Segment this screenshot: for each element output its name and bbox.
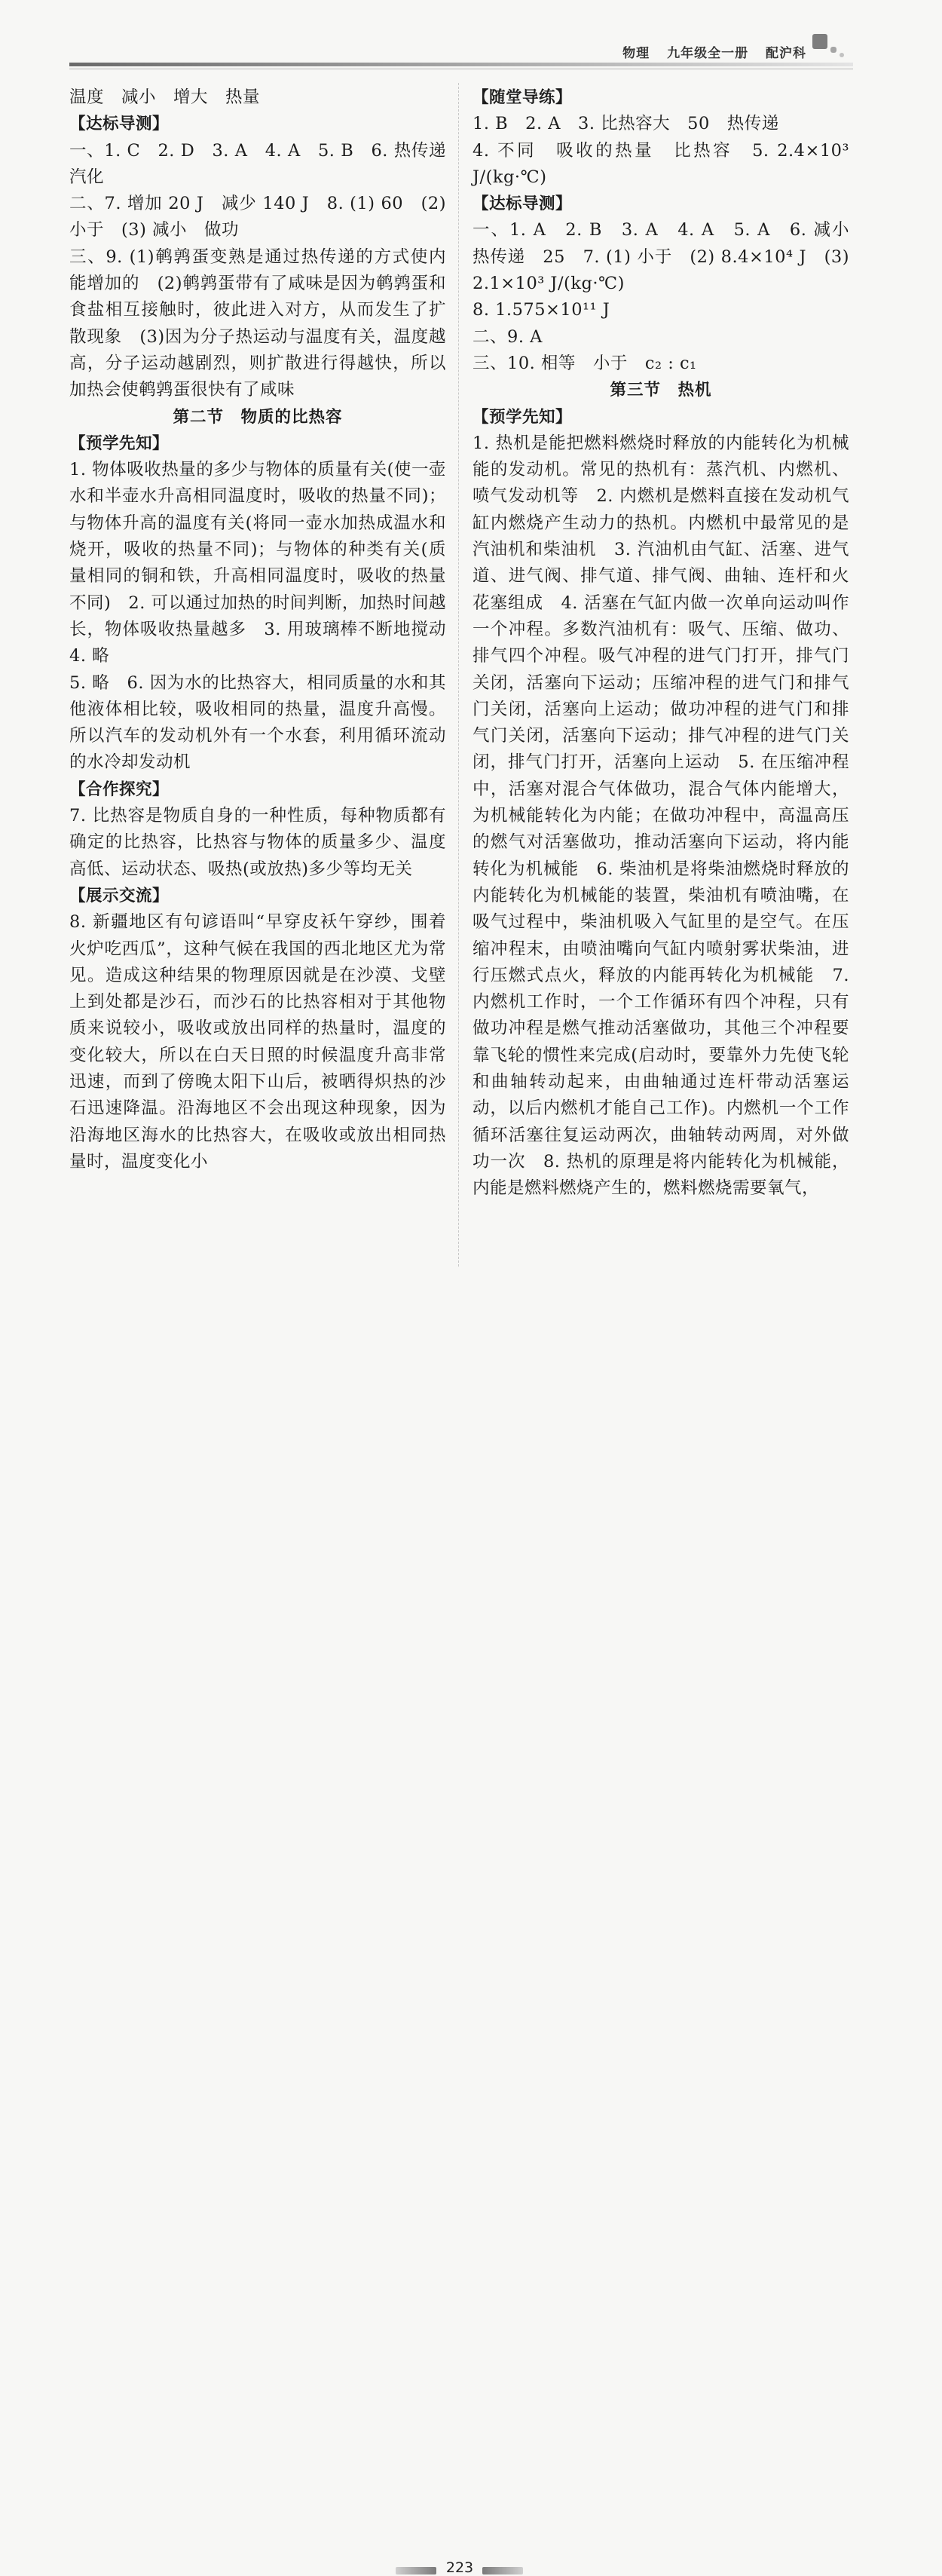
section-tag: 【预学先知】 xyxy=(473,407,573,427)
answer-line: 4. 不同 吸收的热量 比热容 5. 2.4×10³ J/(kg·℃) xyxy=(473,140,849,187)
answer-line: 一、1. C 2. D 3. A 4. A 5. B 6. 热传递 汽化 xyxy=(69,140,464,187)
answer-line: 三、10. 相等 小于 c₂ : c₁ xyxy=(473,353,697,373)
answer-line: 8. 1.575×10¹¹ J xyxy=(473,300,610,320)
answer-line: 二、9. A xyxy=(473,326,543,347)
answer-line: 一、1. A 2. B 3. A 4. A 5. A 6. 减小 热传递 25 7. (1) 小于 (2) 8.4×10⁴ J (3) 2.1×10³ J/(kg·℃) xyxy=(473,220,867,294)
header-grade: 九年级全一册 xyxy=(667,46,749,61)
section-tag: 【合作探究】 xyxy=(69,780,170,799)
answer-paragraph: 7. 比热容是物质自身的一种性质，每种物质都有确定的比热容，比热容与物体的质量多少、温度高低、运动状态、吸热(或放热)多少等均无关 xyxy=(69,806,446,879)
header-subject: 物理 xyxy=(622,46,650,61)
answer-paragraph: 5. 略 6. 因为水的比热容大，相同质量的水和其他液体相比较，吸收相同的热量，温度升高慢。所以汽车的发动机外有一个水套，利用循环流动的水冷却发动机 xyxy=(69,672,446,773)
page-footer xyxy=(0,1278,942,2576)
section-tag: 【达标导测】 xyxy=(69,115,170,134)
section-title: 第三节 热机 xyxy=(610,381,712,400)
section-tag: 【达标导测】 xyxy=(473,195,573,214)
answer-paragraph: 1. 物体吸收热量的多少与物体的质量有关(使一壶水和半壶水升高相同温度时，吸收的热量不同)；与物体升高的温度有关(将同一壶水加热成温水和烧开，吸收的热量不同)；与物体的种类有关(质量相同的铜和铁，升高相同温度时，吸收的热量不同) 2. 可以通过加热的时间判断，加热时间越长，物体吸收热量越多 3. 用玻璃棒不断地搅动 4. 略 xyxy=(69,460,464,666)
corner-square-decoration xyxy=(812,34,827,49)
footer-bar-right xyxy=(482,2567,523,2574)
answer-paragraph: 三、9. (1)鹌鹑蛋变熟是通过热传递的方式使内能增加的 (2)鹌鹑蛋带有了咸味是因为鹌鹑蛋和食盐相互接触时，彼此进入对方，从而发生了扩散现象 (3)因为分子热运动与温度有关，温度越高，分子运动越剧烈，则扩散进行得越快，所以加热会使鹌鹑蛋很快有了咸味 xyxy=(69,247,446,400)
page-header xyxy=(0,0,942,75)
corner-dot-decoration xyxy=(840,53,844,57)
answer-paragraph: 8. 新疆地区有句谚语叫“早穿皮袄午穿纱，围着火炉吃西瓜”，这种气候在我国的西北地区尤为常见。造成这种结果的物理原因就是在沙漠、戈壁上到处都是沙石，而沙石的比热容相对于其他物质来说较小，吸收或放出同样的热量时，温度的变化较大，所以在白天日照的时候温度升高非常迅速，而到了傍晚太阳下山后，被晒得炽热的沙石迅速降温。沿海地区不会出现这种现象，因为沿海地区海水的比热容大，在吸收或放出相同热量时，温度变化小 xyxy=(69,912,446,1172)
header-book-info xyxy=(610,42,806,61)
answer-line: 二、7. 增加 20 J 减少 140 J 8. (1) 60 (2) 小于 (3) 减小 做功 xyxy=(69,194,446,240)
section-tag: 【展示交流】 xyxy=(69,886,170,905)
answer-paragraph: 1. 热机是能把燃料燃烧时释放的内能转化为机械能的发动机。常见的热机有：蒸汽机、内燃机、喷气发动机等 2. 内燃机是燃料直接在发动机气缸内燃烧产生动力的热机。内燃机中最常见的是汽油机和柴油机 3. 汽油机由气缸、活塞、进气道、进气阀、排气道、排气阀、曲轴、连杆和火花塞组成 4. 活塞在气缸内做一次单向运动叫作一个冲程。多数汽油机有：吸气、压缩、做功、排气四个冲程。吸气冲程的进气门打开，排气门关闭，活塞向下运动；压缩冲程的进气门和排气门关闭，活塞向上运动；做功冲程的进气门和排气门关闭，活塞向下运动；排气冲程的进气门关闭，排气门打开，活塞向上运动 5. 在压缩冲程中，活塞对混合气体做功，混合气体内能增大，为机械能转化为内能；在做功冲程中，高温高压的燃气对活塞做功，推动活塞向下运动，将内能转化为机械能 6. 柴油机是将柴油燃烧时释放的内能转化为机械能的装置，柴油机有喷油嘴，在吸气过程中，柴油机吸入气缸里的是空气。在压缩冲程末，由喷油嘴向气缸内喷射雾状柴油，进行压燃式点火，释放的内能再转化为机械能 7. 内燃机工作时，一个工作循环有四个冲程，只有做功冲程是燃气推动活塞做功，其他三个冲程要靠飞轮的惯性来完成(启动时，要靠外力先使飞轮和曲轴转动起来，由曲轴通过连杆带动活塞运动，以后内燃机才能自己工作)。内燃机一个工作循环活塞往复运动两次，曲轴转动两周，对外做功一次 8. 热机的原理是将内能转化为机械能，内能是燃料燃烧产生的，燃料燃烧需要氧气， xyxy=(473,433,849,1199)
corner-dot-decoration xyxy=(830,47,836,53)
answer-line: 1. B 2. A 3. 比热容大 50 热传递 xyxy=(473,114,779,134)
section-tag: 【预学先知】 xyxy=(69,433,170,453)
column-divider xyxy=(458,83,459,1267)
section-title: 第二节 物质的比热容 xyxy=(173,407,343,427)
page-number: 223 xyxy=(445,2559,474,2576)
left-column xyxy=(69,84,464,1175)
header-edition: 配沪科 xyxy=(766,46,806,61)
right-column xyxy=(473,84,867,1202)
footer-bar-left xyxy=(396,2567,436,2574)
section-tag: 【随堂导练】 xyxy=(473,88,573,107)
header-rule xyxy=(69,63,853,66)
answer-line: 温度 减小 增大 热量 xyxy=(69,87,261,107)
